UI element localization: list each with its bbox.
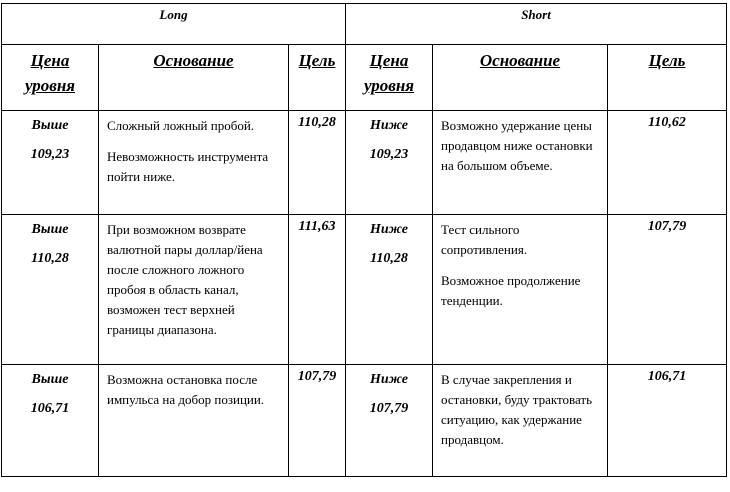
basis-text: Возможное продолжение тенденции. <box>441 273 581 308</box>
basis-text: Сложный ложный пробой. <box>107 118 255 133</box>
level-value: 107,79 <box>369 401 409 416</box>
direction: Выше <box>31 118 69 133</box>
level-value: 110,28 <box>370 251 408 266</box>
header-short-price-level <box>346 45 433 111</box>
header-text: Цена <box>30 51 70 70</box>
short-target-cell: 110,62 <box>608 111 727 215</box>
table-row <box>2 215 727 365</box>
long-target-cell: 111,63 <box>289 215 346 365</box>
header-long-target: Цель <box>289 45 346 111</box>
long-level-cell <box>2 111 99 215</box>
group-long: Long <box>2 4 346 45</box>
short-level-cell <box>346 215 433 365</box>
level-value: 109,23 <box>369 147 409 162</box>
header-long-price-level <box>2 45 99 111</box>
long-target-cell: 107,79 <box>289 365 346 477</box>
header-short-basis: Основание <box>433 45 608 111</box>
long-target-cell: 110,28 <box>289 111 346 215</box>
short-target-cell: 106,71 <box>608 365 727 477</box>
group-header-row <box>2 4 727 45</box>
level-value: 110,28 <box>31 251 69 266</box>
basis-text: Возможно удержание цены продавцом ниже остановки на большом объеме. <box>441 118 593 173</box>
trading-levels-table <box>1 3 727 477</box>
header-short-target: Цель <box>608 45 727 111</box>
level-value: 106,71 <box>30 401 70 416</box>
table-row <box>2 111 727 215</box>
header-text: уровня <box>363 76 415 95</box>
basis-text: При возможном возврате валютной пары доллар/йена после сложного ложного пробоя в область канал, возможен тест верхней границы диапазона. <box>107 222 263 337</box>
header-long-basis: Основание <box>99 45 289 111</box>
short-target-cell: 107,79 <box>608 215 727 365</box>
direction: Выше <box>31 222 69 237</box>
short-basis-cell <box>433 111 608 215</box>
short-level-cell <box>346 365 433 477</box>
direction: Ниже <box>369 372 409 387</box>
level-value: 109,23 <box>30 147 70 162</box>
header-text: уровня <box>24 76 76 95</box>
table-row <box>2 365 727 477</box>
short-basis-cell <box>433 215 608 365</box>
long-level-cell <box>2 365 99 477</box>
long-basis-cell <box>99 215 289 365</box>
long-basis-cell <box>99 111 289 215</box>
long-level-cell <box>2 215 99 365</box>
long-basis-cell <box>99 365 289 477</box>
basis-text: Возможна остановка после импульса на добор позиции. <box>107 372 265 407</box>
column-header-row <box>2 45 727 111</box>
direction: Ниже <box>369 222 409 237</box>
header-text: Цена <box>369 51 409 70</box>
direction: Выше <box>31 372 69 387</box>
basis-text: В случае закрепления и остановки, буду трактовать ситуацию, как удержание продавцом. <box>441 372 593 447</box>
direction: Ниже <box>369 118 409 133</box>
basis-text: Тест сильного сопротивления. <box>441 222 528 257</box>
short-basis-cell <box>433 365 608 477</box>
short-level-cell <box>346 111 433 215</box>
basis-text: Невозможность инструмента пойти ниже. <box>107 149 269 184</box>
group-short: Short <box>346 4 727 45</box>
